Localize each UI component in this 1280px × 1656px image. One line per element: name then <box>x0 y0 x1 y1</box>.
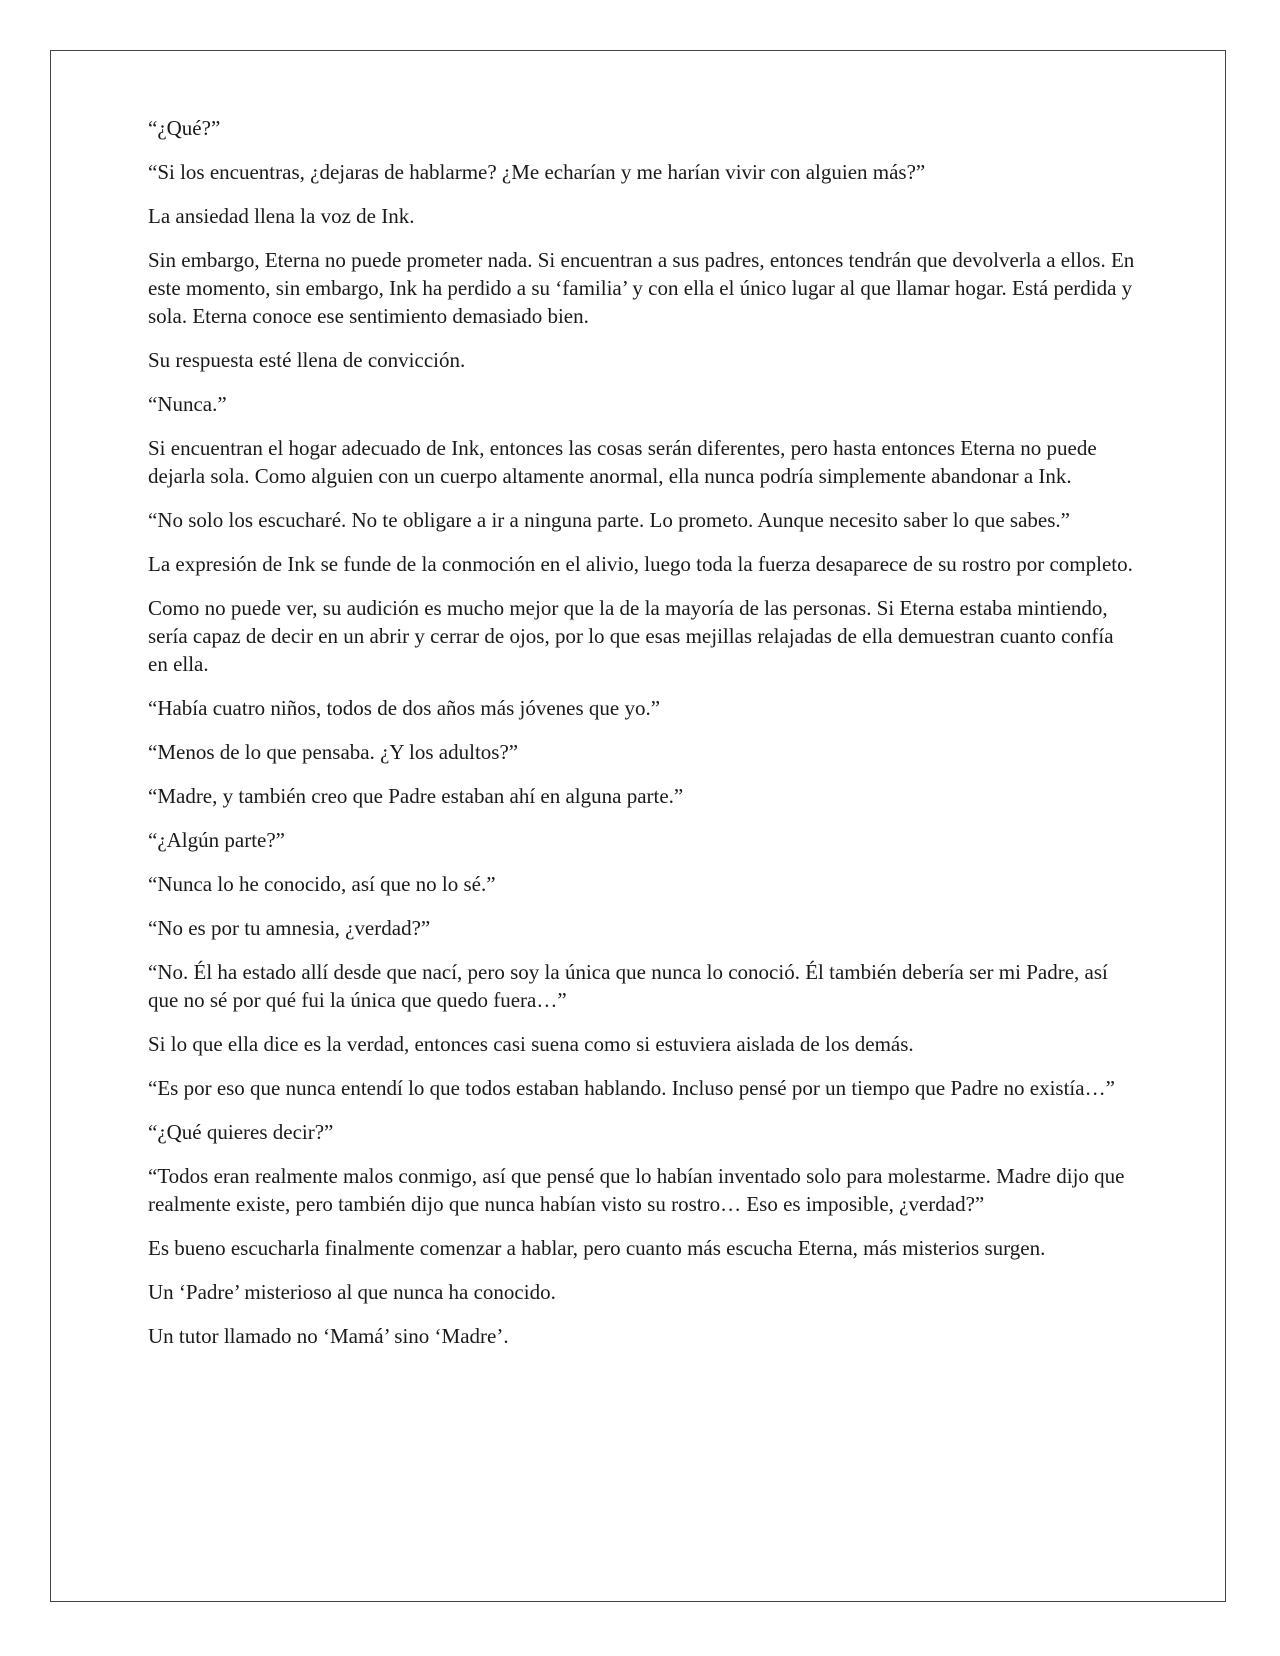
paragraph: Si lo que ella dice es la verdad, entonces casi suena como si estuviera aislada de los demás. <box>148 1032 914 1056</box>
paragraph: “¿Qué?” <box>148 116 221 140</box>
paragraph: “Si los encuentras, ¿dejaras de hablarme? ¿Me echarían y me harían vivir con alguien más?” <box>148 160 926 184</box>
paragraph: “No es por tu amnesia, ¿verdad?” <box>148 916 431 940</box>
paragraph: Si encuentran el hogar adecuado de Ink, entonces las cosas serán diferentes, pero hasta entonces Eterna no puede dejarla sola. Como alguien con un cuerpo altamente anormal, ella nunca podría simplemente abandonar a Ink. <box>148 436 1097 488</box>
paragraph: Es bueno escucharla finalmente comenzar a hablar, pero cuanto más escucha Eterna, más misterios surgen. <box>148 1236 1046 1260</box>
paragraph: “Es por eso que nunca entendí lo que todos estaban hablando. Incluso pensé por un tiempo que Padre no existía…” <box>148 1076 1115 1100</box>
paragraph: Un tutor llamado no ‘Mamá’ sino ‘Madre’. <box>148 1324 509 1348</box>
paragraph: “Menos de lo que pensaba. ¿Y los adultos?” <box>148 740 519 764</box>
document-body <box>148 114 1138 1366</box>
paragraph: “No solo los escucharé. No te obligare a ir a ninguna parte. Lo prometo. Aunque necesito saber lo que sabes.” <box>148 508 1070 532</box>
paragraph: “Había cuatro niños, todos de dos años más jóvenes que yo.” <box>148 696 661 720</box>
paragraph: “Todos eran realmente malos conmigo, así que pensé que lo habían inventado solo para molestarme. Madre dijo que realmente existe, pero también dijo que nunca habían visto su rostro… Eso es imposible, ¿verdad?” <box>148 1164 1125 1216</box>
paragraph: Un ‘Padre’ misterioso al que nunca ha conocido. <box>148 1280 556 1304</box>
paragraph: Sin embargo, Eterna no puede prometer nada. Si encuentran a sus padres, entonces tendrán que devolverla a ellos. En este momento, sin embargo, Ink ha perdido a su ‘familia’ y con ella el único lugar al que llamar hogar. Está perdida y sola. Eterna conoce ese sentimiento demasiado bien. <box>148 248 1135 328</box>
paragraph: Su respuesta esté llena de convicción. <box>148 348 466 372</box>
paragraph: “No. Él ha estado allí desde que nací, pero soy la única que nunca lo conoció. Él también debería ser mi Padre, así que no sé por qué fui la única que quedo fuera…” <box>148 960 1108 1012</box>
paragraph: “Nunca lo he conocido, así que no lo sé.” <box>148 872 496 896</box>
paragraph: La ansiedad llena la voz de Ink. <box>148 204 415 228</box>
paragraph: La expresión de Ink se funde de la conmoción en el alivio, luego toda la fuerza desaparece de su rostro por completo. <box>148 552 1133 576</box>
paragraph: Como no puede ver, su audición es mucho mejor que la de la mayoría de las personas. Si Eterna estaba mintiendo, sería capaz de decir en un abrir y cerrar de ojos, por lo que esas mejillas relajadas de ella demuestran cuanto confía en ella. <box>148 596 1114 676</box>
paragraph: “¿Algún parte?” <box>148 828 286 852</box>
paragraph: “Madre, y también creo que Padre estaban ahí en alguna parte.” <box>148 784 684 808</box>
paragraph: “¿Qué quieres decir?” <box>148 1120 334 1144</box>
paragraph: “Nunca.” <box>148 392 227 416</box>
